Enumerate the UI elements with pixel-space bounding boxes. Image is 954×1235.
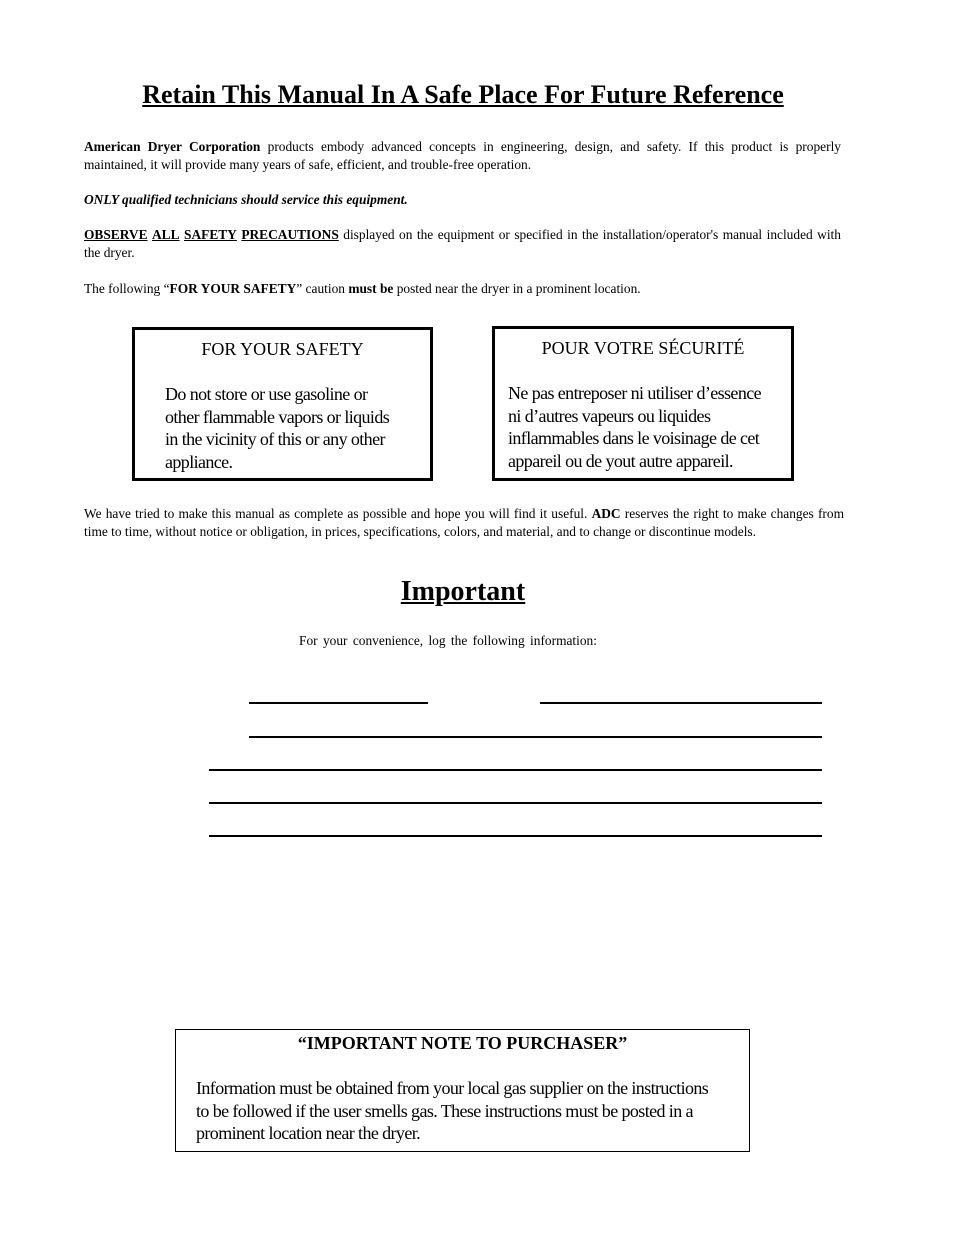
disclaimer-pre: We have tried to make this manual as complete as possible and hope you will find it useful. [84,506,592,521]
text-line: Information must be obtained from your local gas supplier on the instructions [196,1078,709,1098]
caution-post: posted near the dryer in a prominent location. [393,281,641,296]
safety-box-english-heading: FOR YOUR SAFETY [201,339,364,359]
text-line: prominent location near the dryer. [196,1123,421,1143]
log-line-3[interactable] [249,736,822,738]
text-line: appliance. [165,451,233,472]
text-line: Do not store or use gasoline or [165,384,368,404]
caution-bold-safety: FOR YOUR SAFETY [169,281,297,296]
observe-paragraph [84,226,841,262]
log-line-4[interactable] [209,769,822,771]
caution-mid: ” caution [296,281,349,296]
safety-box-french [492,326,794,481]
page-title: Retain This Manual In A Safe Place For Future Reference [142,80,784,109]
disclaimer-paragraph [84,505,844,541]
safety-box-french-text [508,382,785,472]
caution-bold-must: must be [348,281,394,296]
log-line-1[interactable] [249,702,428,704]
purchaser-note-text [196,1077,735,1145]
intro-text: products embody advanced concepts in engineering, design, and safety. If this product is properly maintained, it will provide many years of safe, efficient, and trouble-free operation. [84,139,841,172]
intro-paragraph [84,138,841,174]
safety-box-french-heading: POUR VOTRE SÉCURITÉ [541,338,745,358]
important-heading: Important [400,576,526,607]
text-line: appareil ou de yout autre appareil. [508,450,733,471]
text-line: to be followed if the user smells gas. These instructions must be posted in a [196,1100,693,1121]
safety-word: SAFETY [184,227,237,242]
text-line: other flammable vapors or liquids [165,406,390,427]
purchaser-note-box [175,1029,750,1152]
company-name: American Dryer Corporation [84,139,261,154]
text-line: inflammables dans le voisinage de cet [508,428,760,448]
adc-abbrev: ADC [591,506,621,521]
log-intro: For your convenience, log the following information: [299,633,597,648]
text-line: Ne pas entreposer ni utiliser d’essence [508,383,761,403]
caution-pre: The following “ [84,281,170,296]
log-line-5[interactable] [209,802,822,804]
observe-text: displayed on the equipment or specified in the installation/operator's manual included with the dryer. [84,227,841,260]
disclaimer-post: reserves the right to make changes from time to time, without notice or obligation, in prices, specifications, colors, and material, and to change or discontinue models. [84,506,844,539]
observe-word: OBSERVE [84,227,148,242]
log-line-6[interactable] [209,835,822,837]
precautions-word: PRECAUTIONS [241,227,339,242]
safety-box-english [132,327,433,481]
log-line-2[interactable] [540,702,822,704]
text-line: ni d’autres vapeurs ou liquides [508,405,711,426]
text-line: in the vicinity of this or any other [165,429,385,449]
qualified-notice: ONLY qualified technicians should service this equipment. [84,192,408,207]
caution-line [84,280,841,298]
all-word: ALL [152,227,180,242]
safety-box-english-text [165,383,418,473]
purchaser-note-heading: “IMPORTANT NOTE TO PURCHASER” [297,1033,628,1053]
